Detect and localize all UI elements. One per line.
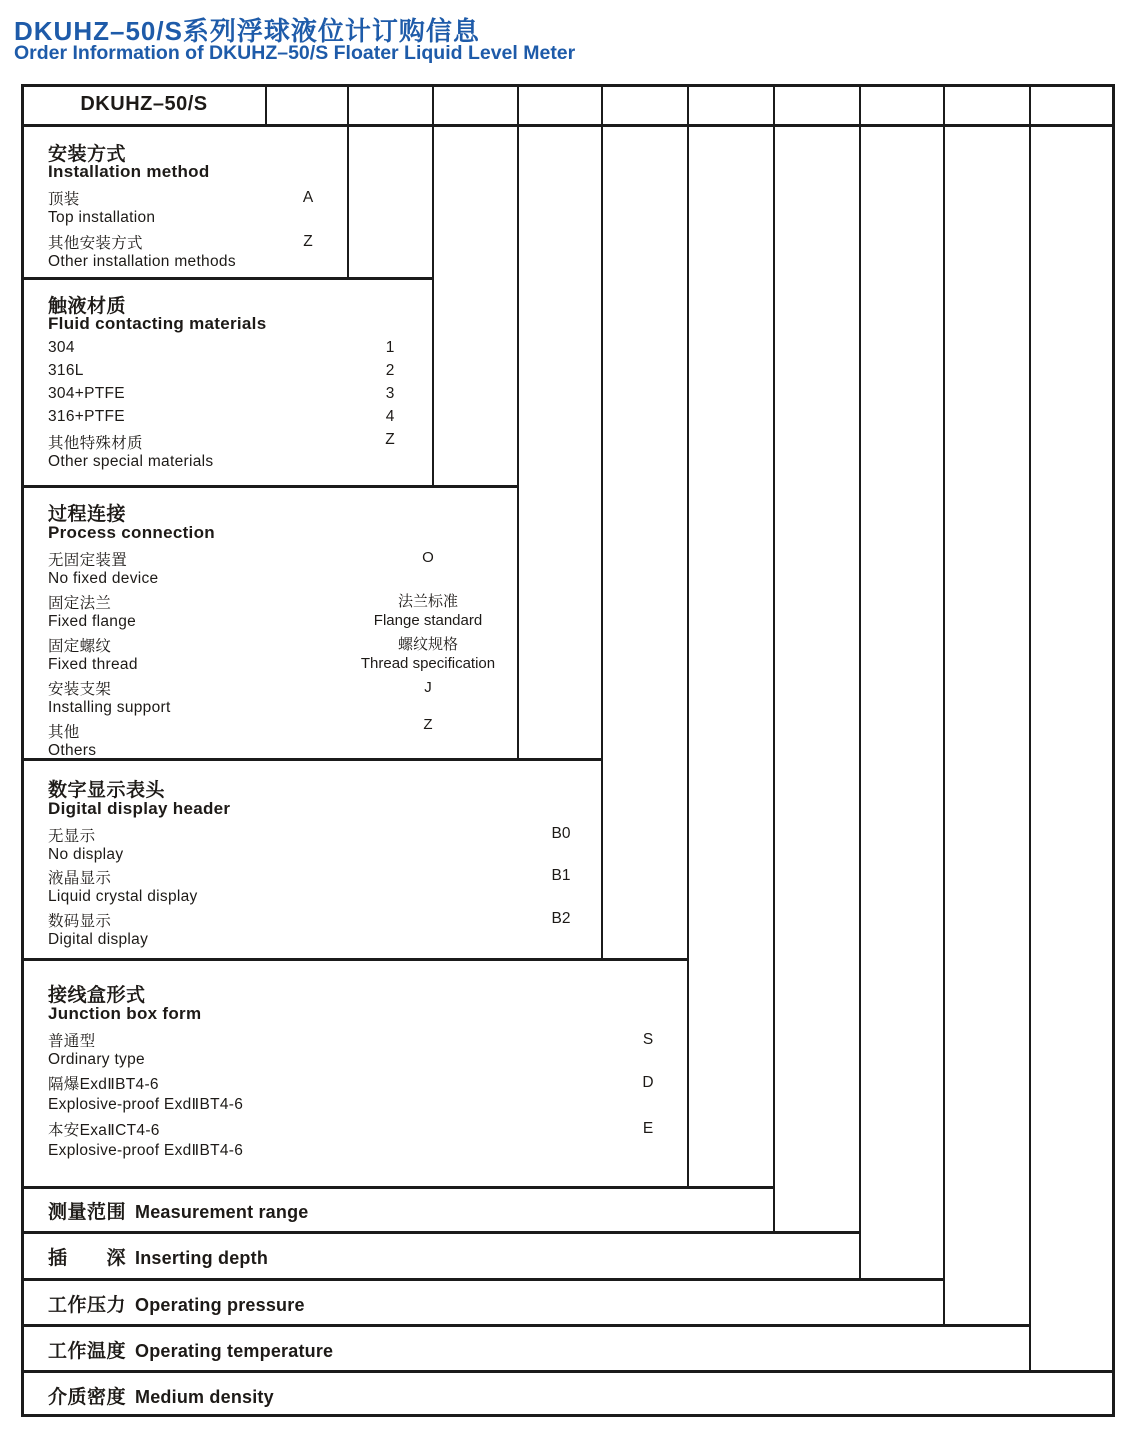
section-title-en: Digital display header	[48, 799, 231, 818]
item-label-en: Liquid crystal display	[48, 888, 198, 905]
spec-row-medium-density	[48, 1382, 274, 1409]
item-label-en: Top installation	[48, 209, 156, 226]
item-label-en: Ordinary type	[48, 1051, 145, 1068]
item-code: J	[424, 679, 432, 696]
item-label-en: Fixed thread	[48, 656, 138, 673]
page-title-en: Order Information of DKUHZ–50/S Floater Liquid Level Meter	[14, 42, 576, 64]
item-code: B0	[551, 825, 571, 842]
item-label-en: No display	[48, 846, 124, 863]
item-label-en: Explosive-proof ExdⅡBT4-6	[48, 1142, 244, 1159]
grid-line-sec5-bottom	[22, 1186, 775, 1189]
item-code: Z	[385, 431, 395, 448]
item-code: Z	[423, 716, 433, 733]
grid-line-sec3-bottom	[22, 758, 603, 761]
item-label-zh: 其他安装方式	[48, 235, 143, 252]
grid-line-col2	[432, 84, 434, 487]
section-title-zh: 触液材质	[48, 296, 127, 317]
section-title-en: Installation method	[48, 162, 210, 181]
item-label-zh: 隔爆ExdⅡBT4-6	[48, 1076, 159, 1093]
item-code: E	[642, 1120, 654, 1137]
spec-row-label-en: Operating temperature	[135, 1341, 334, 1361]
item-code-zh: 螺纹规格	[397, 636, 458, 653]
section-title-en: Process connection	[48, 523, 215, 542]
spec-row-inserting-depth	[48, 1243, 268, 1270]
model-label-cell: DKUHZ–50/S	[80, 92, 208, 115]
grid-line-row1-bottom	[22, 1231, 861, 1234]
item-label-zh: 普通型	[48, 1033, 96, 1050]
item-label-zh: 液晶显示	[48, 870, 112, 887]
grid-line-header-sep	[21, 124, 1115, 127]
grid-line-right	[1112, 84, 1115, 1417]
item-label-zh: 固定法兰	[48, 595, 112, 612]
item-label-zh: 顶装	[48, 191, 80, 208]
grid-line-row2-bottom	[22, 1278, 945, 1281]
item-label-zh: 其他	[48, 724, 80, 741]
item-code: D	[642, 1074, 654, 1091]
grid-line-sec2-bottom	[22, 485, 519, 488]
item-code: 1	[385, 339, 395, 356]
item-code: Z	[303, 233, 313, 250]
grid-line-left	[21, 84, 24, 1417]
item-label-zh: 数码显示	[48, 913, 112, 930]
spec-row-label-en: Inserting depth	[135, 1248, 269, 1268]
section-title-zh: 过程连接	[48, 504, 127, 525]
spec-row-label-zh: 插 深	[48, 1248, 127, 1269]
item-label-zh: 本安ExaⅡCT4-6	[48, 1122, 160, 1139]
section-title-zh: 数字显示表头	[48, 780, 166, 801]
item-code: B1	[551, 867, 571, 884]
spec-row-label-en: Medium density	[135, 1387, 274, 1407]
item-label-zh: 无显示	[48, 828, 96, 845]
item-code: 2	[385, 362, 395, 379]
item-label-zh: 316+PTFE	[48, 408, 125, 425]
item-code: 3	[385, 385, 395, 402]
grid-line-bottom	[21, 1414, 1115, 1417]
section-title-en: Fluid contacting materials	[48, 314, 267, 333]
spec-row-label-zh: 工作温度	[48, 1341, 127, 1362]
item-label-zh: 316L	[48, 362, 84, 379]
item-label-en: Other installation methods	[48, 253, 236, 270]
item-label-en: Digital display	[48, 931, 149, 948]
spec-row-label-zh: 测量范围	[48, 1202, 127, 1223]
grid-line-sec1-bottom	[22, 277, 434, 280]
item-label-en: Explosive-proof ExdⅡBT4-6	[48, 1096, 244, 1113]
item-code-en: Thread specification	[360, 655, 496, 672]
section-title-zh: 接线盒形式	[48, 985, 146, 1006]
section-title-en: Junction box form	[48, 1004, 202, 1023]
item-label-en: Installing support	[48, 699, 171, 716]
item-label-en: Fixed flange	[48, 613, 137, 630]
page-title-zh: DKUHZ–50/S系列浮球液位计订购信息	[14, 16, 480, 46]
item-label-en: No fixed device	[48, 570, 159, 587]
spec-row-operating-pressure	[48, 1290, 305, 1317]
grid-line-col9	[1029, 84, 1031, 1372]
grid-line-row4-bottom	[22, 1370, 1114, 1373]
spec-row-label-en: Measurement range	[135, 1202, 309, 1222]
spec-row-label-zh: 工作压力	[48, 1295, 127, 1316]
item-label-zh: 其他特殊材质	[48, 435, 143, 452]
spec-row-label-zh: 介质密度	[48, 1387, 127, 1408]
grid-line-sec4-bottom	[22, 958, 689, 961]
grid-line-col6	[773, 84, 775, 1233]
spec-row-operating-temperature	[48, 1336, 333, 1363]
item-label-en: Others	[48, 742, 97, 759]
item-label-zh: 304	[48, 339, 75, 356]
item-code: S	[642, 1031, 654, 1048]
section-title-zh: 安装方式	[48, 144, 127, 165]
item-label-zh: 固定螺纹	[48, 638, 112, 655]
item-code: B2	[551, 910, 571, 927]
item-code: A	[302, 189, 314, 206]
grid-line-col5	[687, 84, 689, 1188]
item-label-zh: 安装支架	[48, 681, 112, 698]
grid-line-row3-bottom	[22, 1324, 1031, 1327]
item-label-en: Other special materials	[48, 453, 214, 470]
item-code-zh: 法兰标准	[397, 593, 458, 610]
spec-row-measurement-range	[48, 1197, 308, 1224]
item-label-zh: 无固定装置	[48, 552, 128, 569]
grid-line-col7	[859, 84, 861, 1280]
grid-line-col8	[943, 84, 945, 1326]
item-code-en: Flange standard	[373, 612, 483, 629]
spec-row-label-en: Operating pressure	[135, 1295, 305, 1315]
item-code: 4	[385, 408, 395, 425]
item-label-zh: 304+PTFE	[48, 385, 125, 402]
item-code: O	[422, 549, 434, 566]
